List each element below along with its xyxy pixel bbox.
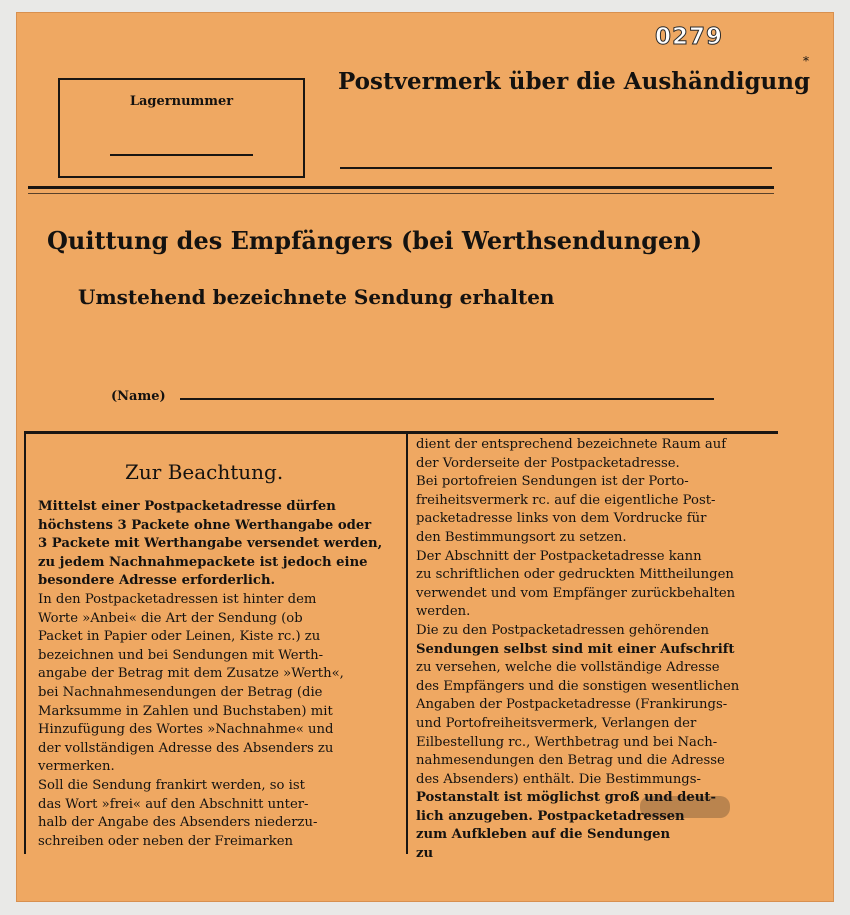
name-label: (Name) — [111, 389, 166, 404]
note-line: das Wort »frei« auf den Abschnitt unter- — [38, 796, 309, 812]
receipt-subtitle: Umstehend bezeichnete Sendung erhalten — [78, 285, 555, 309]
note-line: des Absenders) enthält. Die Bestimmungs- — [416, 771, 701, 787]
note-line: dient der entsprechend bezeichnete Raum auf — [416, 437, 727, 452]
note-line: zu jedem Nachnahmepackete ist jedoch eine — [38, 554, 368, 570]
note-line: besondere Adresse erforderlich. — [38, 573, 276, 589]
note-line: der Vorderseite der Postpacketadresse. — [416, 455, 680, 471]
column-divider — [406, 434, 408, 854]
divider-top-dash — [28, 193, 774, 194]
note-line: Marksumme in Zahlen und Buchstaben) mit — [38, 703, 333, 719]
note-line: verwendet und vom Empfänger zurückbehalten — [416, 585, 736, 601]
note-line: des Empfängers und die sonstigen wesentlichen — [416, 678, 740, 694]
name-line — [180, 398, 714, 400]
lagernummer-label: Lagernummer — [129, 94, 234, 109]
note-line: lich anzugeben. Postpacketadressen — [416, 808, 685, 824]
postvermerk-signature-line — [340, 167, 772, 169]
note-line: freiheitsvermerk rc. auf die eigentliche Post- — [416, 492, 716, 508]
notes-left-column — [38, 498, 382, 851]
left-border — [24, 434, 26, 854]
lagernummer-box — [58, 78, 305, 178]
note-line: Mittelst einer Postpacketadresse dürfen — [38, 499, 336, 514]
note-line: den Bestimmungsort zu setzen. — [416, 529, 627, 545]
divider-top — [28, 186, 774, 189]
note-line: Worte »Anbei« die Art der Sendung (ob — [38, 610, 303, 626]
note-line: Angaben der Postpacketadresse (Frankirungs- — [416, 697, 728, 713]
corner-mark: * — [803, 54, 809, 68]
note-line: höchstens 3 Packete ohne Werthangabe oder — [38, 517, 372, 533]
note-line: zum Aufkleben auf die Sendungen — [416, 827, 671, 843]
note-line: vermerken. — [38, 759, 115, 775]
note-line: zu — [416, 846, 434, 862]
note-line: angabe der Betrag mit dem Zusatze »Werth«, — [38, 666, 344, 682]
note-line: Sendungen selbst sind mit einer Aufschrift — [416, 641, 735, 657]
note-line: Die zu den Postpacketadressen gehörenden — [416, 622, 709, 638]
note-line: In den Postpacketadressen ist hinter dem — [38, 591, 317, 607]
lagernummer-line — [110, 154, 253, 156]
note-line: werden. — [416, 604, 471, 620]
receipt-title: Quittung des Empfängers (bei Werthsendungen) — [47, 226, 703, 255]
note-line: Postanstalt ist möglichst groß und deut- — [416, 790, 716, 806]
notes-heading: Zur Beachtung. — [125, 460, 284, 484]
note-line: der vollständigen Adresse des Absenders zu — [38, 740, 334, 756]
note-line: Eilbestellung rc., Werthbetrag und bei Nach- — [416, 734, 718, 750]
note-line: Der Abschnitt der Postpacketadresse kann — [416, 548, 702, 564]
note-line: Hinzufügung des Wortes »Nachnahme« und — [38, 722, 334, 738]
note-line: Soll die Sendung frankirt werden, so ist — [38, 777, 305, 793]
note-line: bezeichnen und bei Sendungen mit Werth- — [38, 647, 324, 663]
note-line: 3 Packete mit Werthangabe versendet werden, — [38, 536, 383, 552]
handwritten-reference-number: 0279 — [655, 24, 724, 50]
note-line: halb der Angabe des Absenders niederzu- — [38, 815, 318, 831]
postvermerk-title: Postvermerk über die Aushändigung — [338, 68, 811, 95]
note-line: Packet in Papier oder Leinen, Kiste rc.) zu — [38, 629, 321, 645]
note-line: nahmesendungen den Betrag und die Adresse — [416, 753, 725, 769]
ink-smudge — [640, 796, 730, 818]
divider-middle — [24, 431, 778, 434]
note-line: packetadresse links von dem Vordrucke für — [416, 511, 707, 527]
note-line: und Portofreiheitsvermerk, Verlangen der — [416, 715, 697, 731]
note-line: schreiben oder neben der Freimarken — [38, 833, 293, 849]
note-line: Bei portofreien Sendungen ist der Porto- — [416, 474, 689, 490]
note-line: bei Nachnahmesendungen der Betrag (die — [38, 684, 323, 700]
note-line: zu versehen, welche die vollständige Adresse — [416, 660, 720, 676]
note-line: zu schriftlichen oder gedruckten Mittheilungen — [416, 567, 734, 583]
